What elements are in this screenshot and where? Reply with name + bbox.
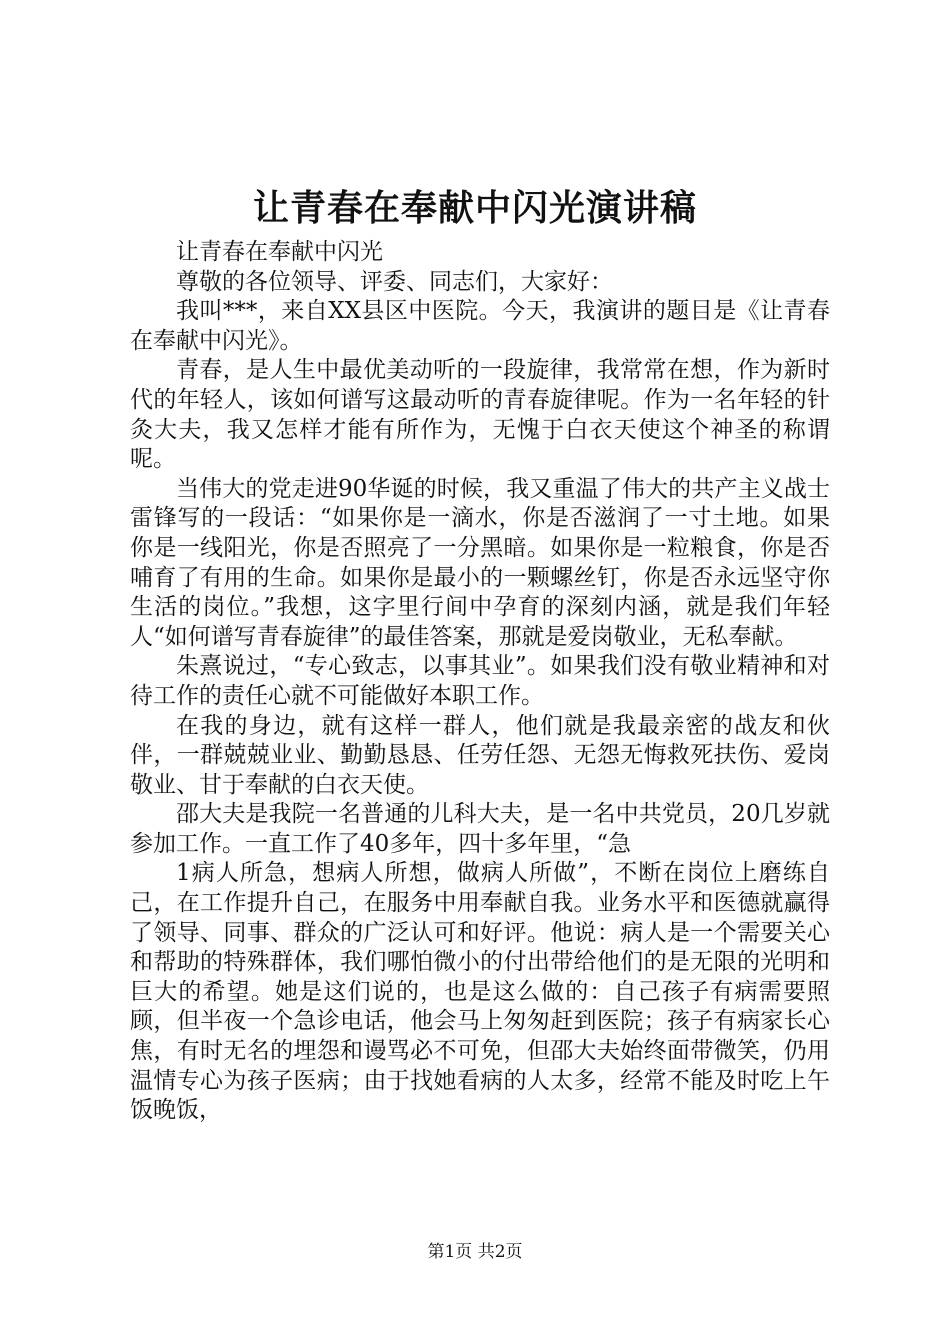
paragraph: 1病人所急，想病人所想，做病人所做”，不断在岗位上磨练自己，在工作提升自己，在服务中用奉献自我。业务水平和医德就赢得了领导、同事、群众的广泛认可和好评。他说：病人是一个需要关心和帮助的特殊群体，我们哪怕微小的付出带给他们的是无限的光明和巨大的希望。她是这们说的，也是这么做的：自己孩子有病需要照顾，但半夜一个急诊电话，他会马上匆匆赶到医院；孩子有病家长心焦，有时无名的埋怨和谩骂必不可免，但邵大夫始终面带微笑，仍用温情专心为孩子医病；由于找她看病的人太多，经常不能及时吃上午饭晚饭， [130, 860, 830, 1124]
paragraph: 朱熹说过，“专心致志，以事其业”。如果我们没有敬业精神和对待工作的责任心就不可能做好本职工作。 [130, 653, 830, 709]
document-title: 让青春在奉献中闪光演讲稿 [252, 187, 697, 229]
paragraph: 我叫***，来自XX县区中医院。今天，我演讲的题目是《让青春在奉献中闪光》。 [130, 298, 830, 354]
page-number-footer: 第1页 共2页 [427, 1242, 523, 1262]
paragraph: 当伟大的党走进90华诞的时候，我又重温了伟大的共产主义战士雷锋写的一段话：“如果你是一滴水，你是否滋润了一寸土地。如果你是一线阳光，你是否照亮了一分黑暗。如果你是一粒粮食，你是否哺育了有用的生命。如果你是最小的一颗螺丝钉，你是否永远坚守你生活的岗位。”我想，这字里行间中孕育的深刻内涵，就是我们年轻人“如何谱写青春旋律”的最佳答案，那就是爱岗敬业，无私奉献。 [130, 475, 830, 650]
paragraph: 邵大夫是我院一名普通的儿科大夫，是一名中共党员，20几岁就参加工作。一直工作了40多年，四十多年里，“急 [130, 801, 830, 857]
paragraph: 在我的身边，就有这样一群人，他们就是我最亲密的战友和伙伴，一群兢兢业业、勤勤恳恳、任劳任怨、无怨无悔救死扶伤、爱岗敬业、甘于奉献的白衣天使。 [130, 712, 830, 798]
paragraph: 尊敬的各位领导、评委、同志们，大家好： [176, 268, 613, 295]
paragraph: 青春，是人生中最优美动听的一段旋律，我常常在想，作为新时代的年轻人，该如何谱写这最动听的青春旋律呢。作为一名年轻的针灸大夫，我又怎样才能有所作为，无愧于白衣天使这个神圣的称谓呢。 [130, 357, 830, 473]
paragraph: 让青春在奉献中闪光 [176, 239, 383, 265]
document-body [130, 238, 830, 1126]
